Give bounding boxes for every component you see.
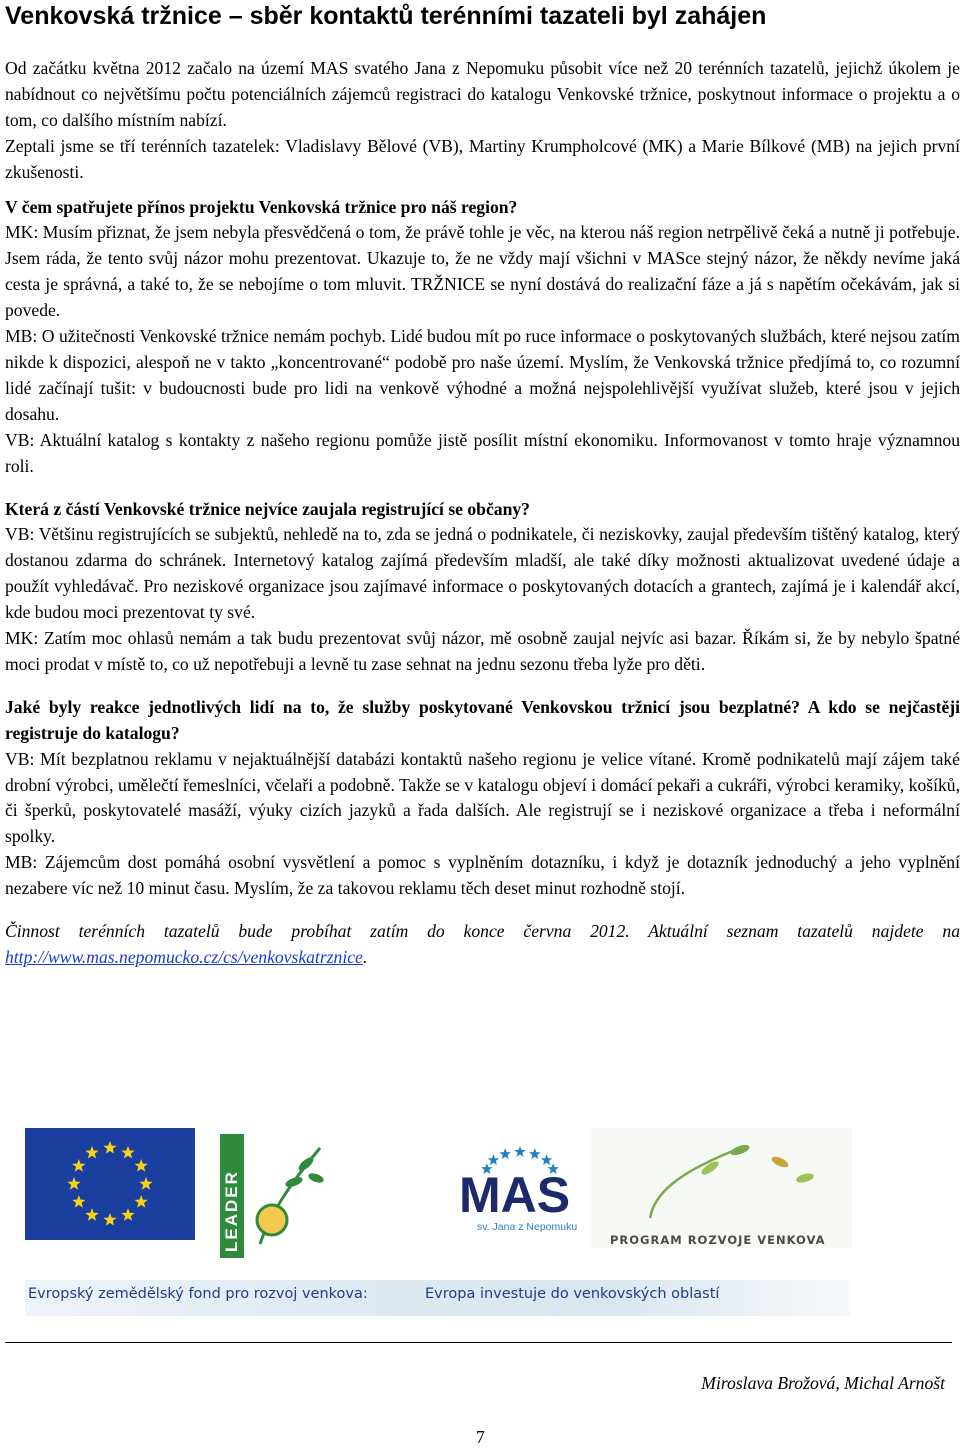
answer-1-vb: VB: Aktuální katalog s kontakty z našeho regionu pomůže jistě posílit místní ekonomiku. Informovanost v tomto hraje významnou roli. bbox=[5, 429, 960, 476]
answer-1-mk: MK: Musím přiznat, že jsem nebyla přesvědčená o tom, že právě tohle je věc, na kterou náš region netrpělivě čeká a nutně ji potřebuje. Jsem ráda, že tento svůj názor mohu prezentovat. Ukazuje to, že ne vždy mají všichni v MASce stejný názor, že někdy nevíme jaká cesta je správná, a také to, že se nebojíme o tom mluvit. TRŽNICE se nyní dostává do realizační fáze a já s napětím očekávám, jak si povede. bbox=[5, 222, 960, 321]
leader-leaf-icon bbox=[307, 1172, 325, 1185]
intro-paragraph: Od začátku května 2012 začalo na území MAS svatého Jana z Nepomuku působit více než 20 terénních tazatelů, jejichž úkolem je nabídnout co největšímu počtu potenciálních zájemců registraci do katalogu Venkovské tržnice, poskytnout informace o projektu a o tom, co dalšího místním nabízí. bbox=[5, 58, 960, 130]
band-left-text: Evropský zemědělský fond pro rozvoj venkova: bbox=[28, 1286, 368, 1302]
partner-logos bbox=[25, 1128, 850, 1316]
answer-1-mb: MB: O užitečnosti Venkovské tržnice nemám pochyb. Lidé budou mít po ruce informace o poskytovaných službách, které nejsou zatím nikde k dispozici, alespoň ne v takto „koncentrované“ podobě pro naše území. Myslím, že Venkovská tržnice předjímá to, co rozumní lidé začínají tušit: v budoucnosti bude pro lidi na venkově výhodné a možná nejspolehlivější využívat služeb, které jsou v jejich dosahu. bbox=[5, 326, 960, 424]
mas-star-icon bbox=[500, 1148, 511, 1159]
intro2-paragraph: Zeptali jsme se tří terénních tazatelek: Vladislavy Bělové (VB), Martiny Krumpholcové (MK) a Marie Bílkové (MB) na jejich první zkušenosti. bbox=[5, 135, 960, 182]
closing-paragraph bbox=[5, 919, 960, 971]
eu-flag-logo bbox=[25, 1128, 195, 1240]
question-2: Která z částí Venkovské tržnice nejvíce zaujala registrující se občany? bbox=[5, 498, 530, 519]
article-body bbox=[5, 56, 960, 971]
answer-2-vb: VB: Většinu registrujících se subjektů, nehledě na to, zda se jedná o podnikatele, či neziskovky, zaujal především tištěný katalog, který dostanou zdarma do schránek. Internetový katalog zajímá především mladší, ale také díky možnosti aktualizovat uvedené údaje a použít vyhledávač. Pro neziskové organizace jsou zajímavé informace o poskytovaných dotacích a grantech, zajímá je i kalendář akcí, kde budou moci prezentovat ty své. bbox=[5, 524, 960, 623]
answer-3-mb: MB: Zájemcům dost pomáhá osobní vysvětlení a pomoc s vyplněním dotazníku, i když je dotazník jednoduchý a jeho vyplnění nezabere víc než 10 minut času. Myslím, že za takovou reklamu těch deset minut rozhodně stojí. bbox=[5, 852, 960, 899]
article-title: Venkovská tržnice – sběr kontaktů terénními tazateli byl zahájen bbox=[5, 2, 767, 30]
mas-text: MAS bbox=[459, 1167, 571, 1223]
program-text: PROGRAM ROZVOJE VENKOVA bbox=[610, 1233, 826, 1247]
leader-logo bbox=[220, 1134, 328, 1258]
leader-text: LEADER bbox=[222, 1170, 241, 1252]
page-number: 7 bbox=[476, 1427, 485, 1447]
mas-subtitle: sv. Jana z Nepomuku bbox=[477, 1221, 578, 1233]
band-right-text: Evropa investuje do venkovských oblastí bbox=[425, 1286, 720, 1302]
article-authors: Miroslava Brožová, Michal Arnošt bbox=[701, 1373, 945, 1393]
program-rozvoje-logo bbox=[590, 1128, 852, 1248]
answer-2-mk: MK: Zatím moc ohlasů nemám a tak budu prezentovat svůj názor, mě osobně zaujal nejvíc asi bazar. Říkám si, že by nebylo špatné moci prodat v místě to, co už nepotřebuji a levně tu zase sehnat na jednu sezonu třeba lyže pro děti. bbox=[5, 628, 960, 674]
website-link[interactable]: http://www.mas.nepomucko.cz/cs/venkovskatrznice bbox=[5, 947, 363, 967]
mas-star-icon bbox=[488, 1154, 499, 1165]
program-background bbox=[590, 1128, 852, 1248]
closing-end: . bbox=[362, 947, 368, 967]
mas-star-icon bbox=[529, 1148, 540, 1159]
mas-logo bbox=[455, 1134, 585, 1246]
question-3: Jaké byly reakce jednotlivých lidí na to, že služby poskytované Venkovskou tržnicí jsou bezplatné? A kdo se nejčastěji registruje do katalogu? bbox=[5, 696, 960, 743]
mas-star-icon bbox=[541, 1154, 552, 1165]
answer-3-vb: VB: Mít bezplatnou reklamu v nejaktuálnější databázi kontaktů našeho regionu je velice vítané. Kromě podnikatelů mají zájem také drobní výrobci, umělečtí řemeslníci, včelaři a podobně. Takže se v katalogu objeví i domácí pekaři a cukráři, výrobci keramiky, košíků, či šperků, poskytovatelé masáží, výuky cizích jazyků a řada dalších. Ale registrují se i neziskové organizace a třeba i neformální spolky. bbox=[5, 748, 960, 847]
leader-seed-icon bbox=[257, 1205, 287, 1235]
closing-text: Činnost terénních tazatelů bude probíhat zatím do konce června 2012. Aktuální seznam tazatelů najdete na bbox=[5, 921, 960, 942]
footer-separator bbox=[5, 1342, 952, 1343]
question-1: V čem spatřujete přínos projektu Venkovská tržnice pro náš region? bbox=[5, 196, 518, 217]
leader-leaf-icon bbox=[284, 1175, 304, 1189]
mas-star-icon bbox=[514, 1146, 525, 1157]
